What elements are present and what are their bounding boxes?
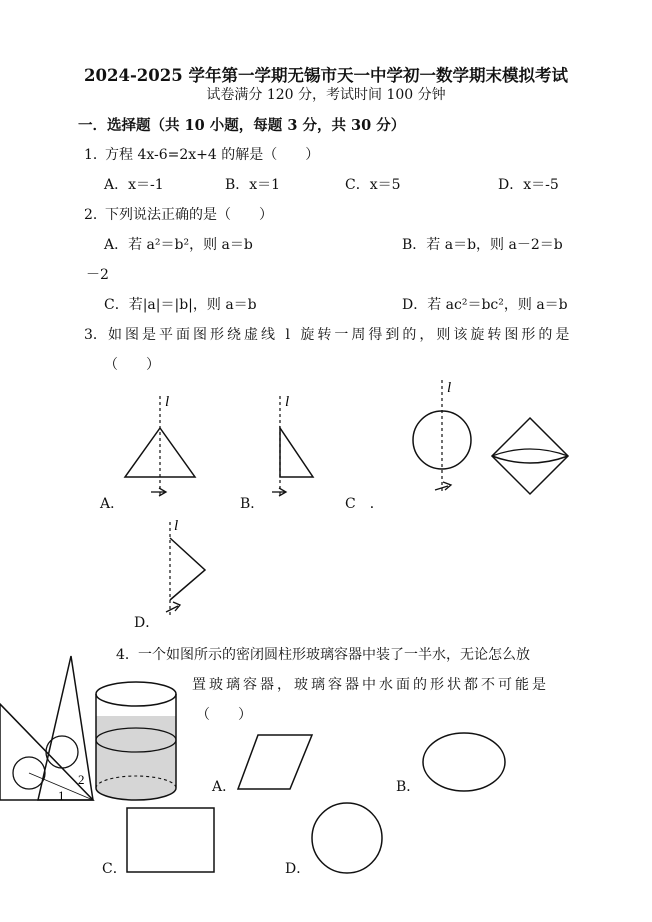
q3-label-b: B．: [240, 496, 265, 512]
q3-axis-label-d: l: [174, 518, 179, 534]
q4-shape-circle: [309, 800, 385, 876]
q3-axis-label-b: l: [285, 394, 290, 410]
q4-stem-line2: 置玻璃容器，玻璃容器中水面的形状都不可能是: [192, 677, 549, 693]
half-filled-cylinder: [93, 676, 193, 806]
q3-figure-b: [255, 392, 335, 502]
q2-option-d: D．若 ac²＝bc²，则 a＝b: [402, 297, 568, 313]
q4-shape-parallelogram: [236, 733, 316, 793]
q1-option-d: D．x＝-5: [498, 177, 559, 193]
exam-subtitle: 试卷满分 120 分，考试时间 100 分钟: [206, 87, 446, 103]
q4-label-d: D．: [285, 861, 311, 877]
q1-option-a: A．x＝-1: [104, 177, 164, 193]
q3-stem: 如图是平面图形绕虚线 l 旋转一周得到的，则该旋转图形的是: [108, 327, 573, 343]
q1-number: 1．: [84, 147, 107, 163]
q2-option-b-continued: －2: [86, 267, 109, 283]
q2-number: 2．: [84, 207, 107, 223]
q3-axis-label-c: l: [447, 380, 452, 396]
q4-shape-rectangle: [125, 806, 217, 876]
q3-number: 3．: [84, 327, 107, 343]
section-heading: 一．选择题（共 10 小题，每题 3 分，共 30 分）: [78, 117, 406, 134]
q2-option-b: B．若 a＝b，则 a－2＝b: [402, 237, 563, 253]
q1-stem: 方程 4x-6=2x+4 的解是（ ）: [105, 147, 320, 163]
q2-option-a: A．若 a²＝b²，则 a＝b: [104, 237, 253, 253]
q4-label-c: C．: [102, 861, 127, 877]
q3-figure-a: [120, 392, 220, 502]
q1-option-b: B．x＝1: [225, 177, 281, 193]
q4-paren: （ ）: [196, 707, 252, 723]
q3-figure-c: [405, 378, 585, 498]
q3-label-a: A．: [100, 496, 125, 512]
q3-paren: （ ）: [104, 357, 160, 373]
q4-label-a: A．: [212, 779, 237, 795]
double-cone: [492, 418, 568, 494]
q2-option-c: C．若|a|＝|b|，则 a＝b: [104, 297, 257, 313]
side-figure-triangles: [0, 652, 100, 802]
angle-label-1: 1: [58, 788, 65, 803]
q3-figure-d: [160, 518, 230, 628]
q4-shape-ellipse: [420, 730, 512, 794]
page-title: 2024-2025 学年第一学期无锡市天一中学初一数学期末模拟考试: [84, 66, 568, 85]
q3-label-c: C ．: [345, 496, 384, 512]
angle-label-2: 2: [78, 772, 85, 787]
q4-number: 4．: [116, 647, 139, 663]
q2-stem: 下列说法正确的是（ ）: [105, 207, 273, 223]
q4-label-b: B．: [396, 779, 421, 795]
q3-axis-label-a: l: [165, 394, 170, 410]
q4-stem-line1: 一个如图所示的密闭圆柱形玻璃容器中装了一半水，无论怎么放: [138, 647, 530, 663]
q1-option-c: C．x＝5: [345, 177, 401, 193]
q3-label-d: D．: [134, 615, 160, 631]
